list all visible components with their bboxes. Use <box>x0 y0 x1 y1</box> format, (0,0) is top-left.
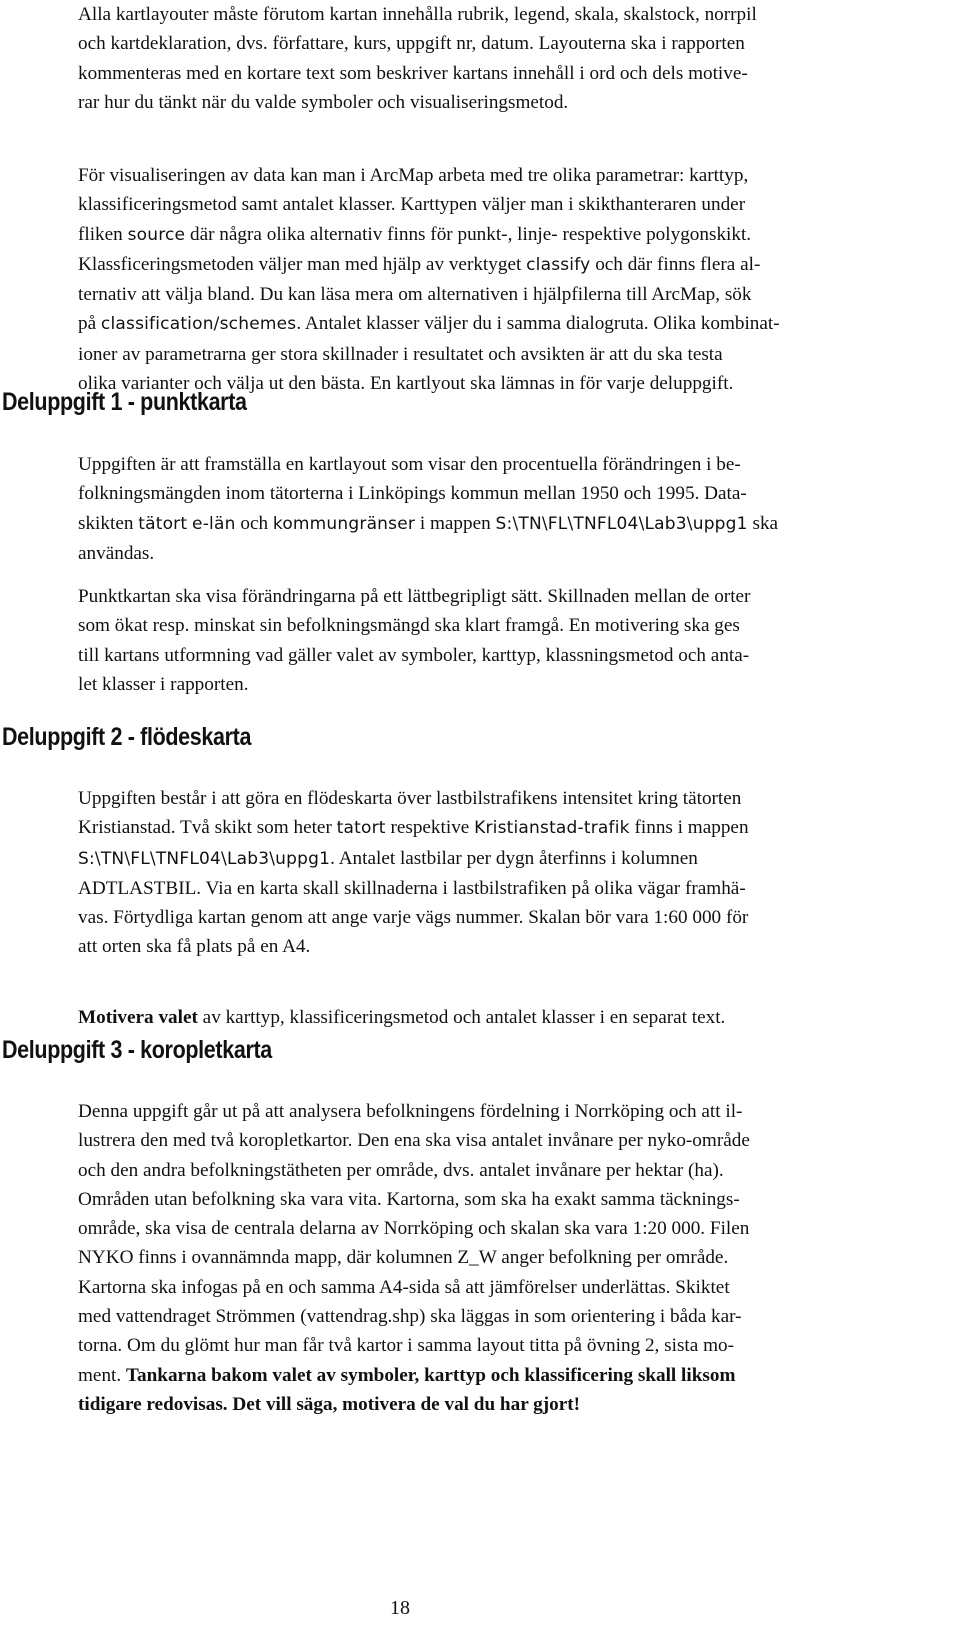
text-run: . Antalet klasser väljer du i samma dialogruta. Olika kombinat- <box>296 313 780 335</box>
text-line: NYKO finns i ovannämnda mapp, där kolumnen Z_W anger befolkning per område. <box>78 1247 729 1269</box>
folder-path: S:\TN\FL\TNFL04\Lab3\uppg1 <box>495 513 748 534</box>
text-line <box>78 1003 920 1032</box>
page-number: 18 <box>390 1597 410 1619</box>
text-line: att orten ska få plats på en A4. <box>78 936 311 958</box>
text-line <box>78 220 920 250</box>
layer-name: tätort <box>138 513 188 534</box>
text-line <box>78 1361 920 1390</box>
task2-paragraph-1 <box>78 784 920 962</box>
text-line: till kartans utformning vad gäller valet av symboler, karttyp, klassningsmetod och anta- <box>78 644 750 666</box>
text-line: och den andra befolkningstätheten per område, dvs. antalet invånare per hektar (ha). <box>78 1159 724 1181</box>
text-line: vas. Förtydliga kartan genom att ange varje vägs nummer. Skalan bör vara 1:60 000 för <box>78 907 749 929</box>
layer-name: tatort <box>336 818 386 839</box>
text-line: ADTLASTBIL. Via en karta skall skillnaderna i lastbilstrafiken på olika vägar framhä- <box>78 877 746 899</box>
text-run: . Antalet lastbilar per dygn återfinns i kolumnen <box>330 847 698 869</box>
section-heading-1: Deluppgift 1 - punktkarta <box>2 388 247 416</box>
task1-paragraph-2 <box>78 582 920 699</box>
task1-paragraph-1 <box>78 450 920 568</box>
emphasis-text: tidigare redovisas. Det vill säga, motivera de val du har gjort! <box>78 1393 581 1415</box>
text-line: Uppgiften består i att göra en flödeskarta över lastbilstrafikens intensitet kring tätorten <box>78 788 742 809</box>
intro-paragraph-2 <box>78 161 920 398</box>
layer-name: e-län <box>192 513 236 534</box>
text-line: Denna uppgift går ut på att analysera befolkningens fördelning i Norrköping och att il- <box>78 1101 743 1122</box>
task2-paragraph-2 <box>78 1003 920 1032</box>
text-line: olika varianter och välja ut den bästa. En kartlyout ska lämnas in för varje deluppgift. <box>78 373 734 395</box>
text-line <box>78 509 920 539</box>
text-line: kommenteras med en kortare text som beskriver kartans innehåll i ord och dels motive- <box>78 62 748 84</box>
text-line <box>78 813 920 843</box>
text-line <box>78 1390 920 1419</box>
text-line: klassificeringsmetod samt antalet klasser. Karttypen väljer man i skikthanteraren under <box>78 194 746 216</box>
text-line <box>78 844 920 874</box>
text-run: ment. <box>78 1364 126 1386</box>
text-run: finns i mappen <box>629 817 749 839</box>
text-line <box>78 309 920 339</box>
text-line: folkningsmängden inom tätorterna i Linköpings kommun mellan 1950 och 1995. Data- <box>78 483 747 505</box>
text-line: Punktkartan ska visa förändringarna på ett lättbegripligt sätt. Skillnaden mellan de orter <box>78 586 751 607</box>
text-run: ska <box>747 512 779 534</box>
term-source: source <box>127 224 186 245</box>
text-line: ioner av parametrarna ger stora skillnader i resultatet och avsikten är att du ska testa <box>78 343 723 365</box>
emphasis-text: Tankarna bakom valet av symboler, karttyp och klassificering skall liksom <box>125 1364 736 1386</box>
text-run: där några olika alternativ finns för punkt-, linje- respektive polygonskikt. <box>185 223 752 245</box>
section-heading-3: Deluppgift 3 - koropletkarta <box>2 1036 272 1064</box>
text-line: Områden utan befolkning ska vara vita. Kartorna, som ska ha exakt samma täcknings- <box>78 1188 740 1210</box>
text-line: med vattendraget Strömmen (vattendrag.shp) ska läggas in som orientering i båda kar- <box>78 1306 742 1328</box>
text-run: Klassficeringsmetoden väljer man med hjälp av verktyget <box>78 253 527 275</box>
term-classification-schemes: classification/schemes <box>100 314 297 335</box>
intro-paragraph-1 <box>78 0 920 117</box>
text-line: och kartdeklaration, dvs. författare, kurs, uppgift nr, datum. Layouterna ska i rapporten <box>78 33 745 55</box>
text-run: Kristianstad. Två skikt som heter <box>78 817 337 839</box>
text-run: på <box>78 313 101 335</box>
text-line: Uppgiften är att framställa en kartlayout som visar den procentuella förändringen i be- <box>78 454 741 475</box>
text-line: Alla kartlayouter måste förutom kartan innehålla rubrik, legend, skala, skalstock, norrpil <box>78 4 757 25</box>
task3-paragraph-1 <box>78 1097 920 1419</box>
section-heading-2: Deluppgift 2 - flödeskarta <box>2 723 252 751</box>
layer-name: kommungränser <box>272 513 416 534</box>
text-run: fliken <box>78 223 128 245</box>
text-line: område, ska visa de centrala delarna av Norrköping och skalan ska vara 1:20 000. Filen <box>78 1218 750 1240</box>
folder-path: S:\TN\FL\TNFL04\Lab3\uppg1 <box>78 848 331 869</box>
text-run: i mappen <box>415 512 496 534</box>
text-line: ternativ att välja bland. Du kan läsa mera om alternativen i hjälpfilerna till ArcMap, sök <box>78 284 752 306</box>
layer-name: Kristianstad-trafik <box>474 818 630 839</box>
text-line <box>78 250 920 280</box>
emphasis-motivera: Motivera valet <box>78 1007 198 1028</box>
text-line: lustrera den med två koropletkartor. Den ena ska visa antalet invånare per nyko-område <box>78 1130 750 1152</box>
text-line: För visualiseringen av data kan man i ArcMap arbeta med tre olika parametrar: karttyp, <box>78 165 749 186</box>
text-line: let klasser i rapporten. <box>78 673 249 695</box>
text-line: Kartorna ska infogas på en och samma A4-sida så att jämförelser underlättas. Skiktet <box>78 1276 730 1298</box>
text-line: som ökat resp. minskat sin befolkningsmängd ska klart framgå. En motivering ska ges <box>78 615 740 637</box>
text-run: skikten <box>78 512 139 534</box>
text-run: respektive <box>385 817 475 839</box>
text-run: av karttyp, klassificeringsmetod och antalet klasser i en separat text. <box>197 1007 726 1028</box>
term-classify: classify <box>526 254 591 275</box>
text-line: rar hur du tänkt när du valde symboler och visualiseringsmetod. <box>78 91 569 113</box>
text-line: användas. <box>78 542 155 564</box>
text-line: torna. Om du glömt hur man får två kartor i samma layout titta på övning 2, sista mo- <box>78 1335 734 1357</box>
text-run: och <box>235 512 273 534</box>
text-run: och där finns flera al- <box>590 253 761 275</box>
